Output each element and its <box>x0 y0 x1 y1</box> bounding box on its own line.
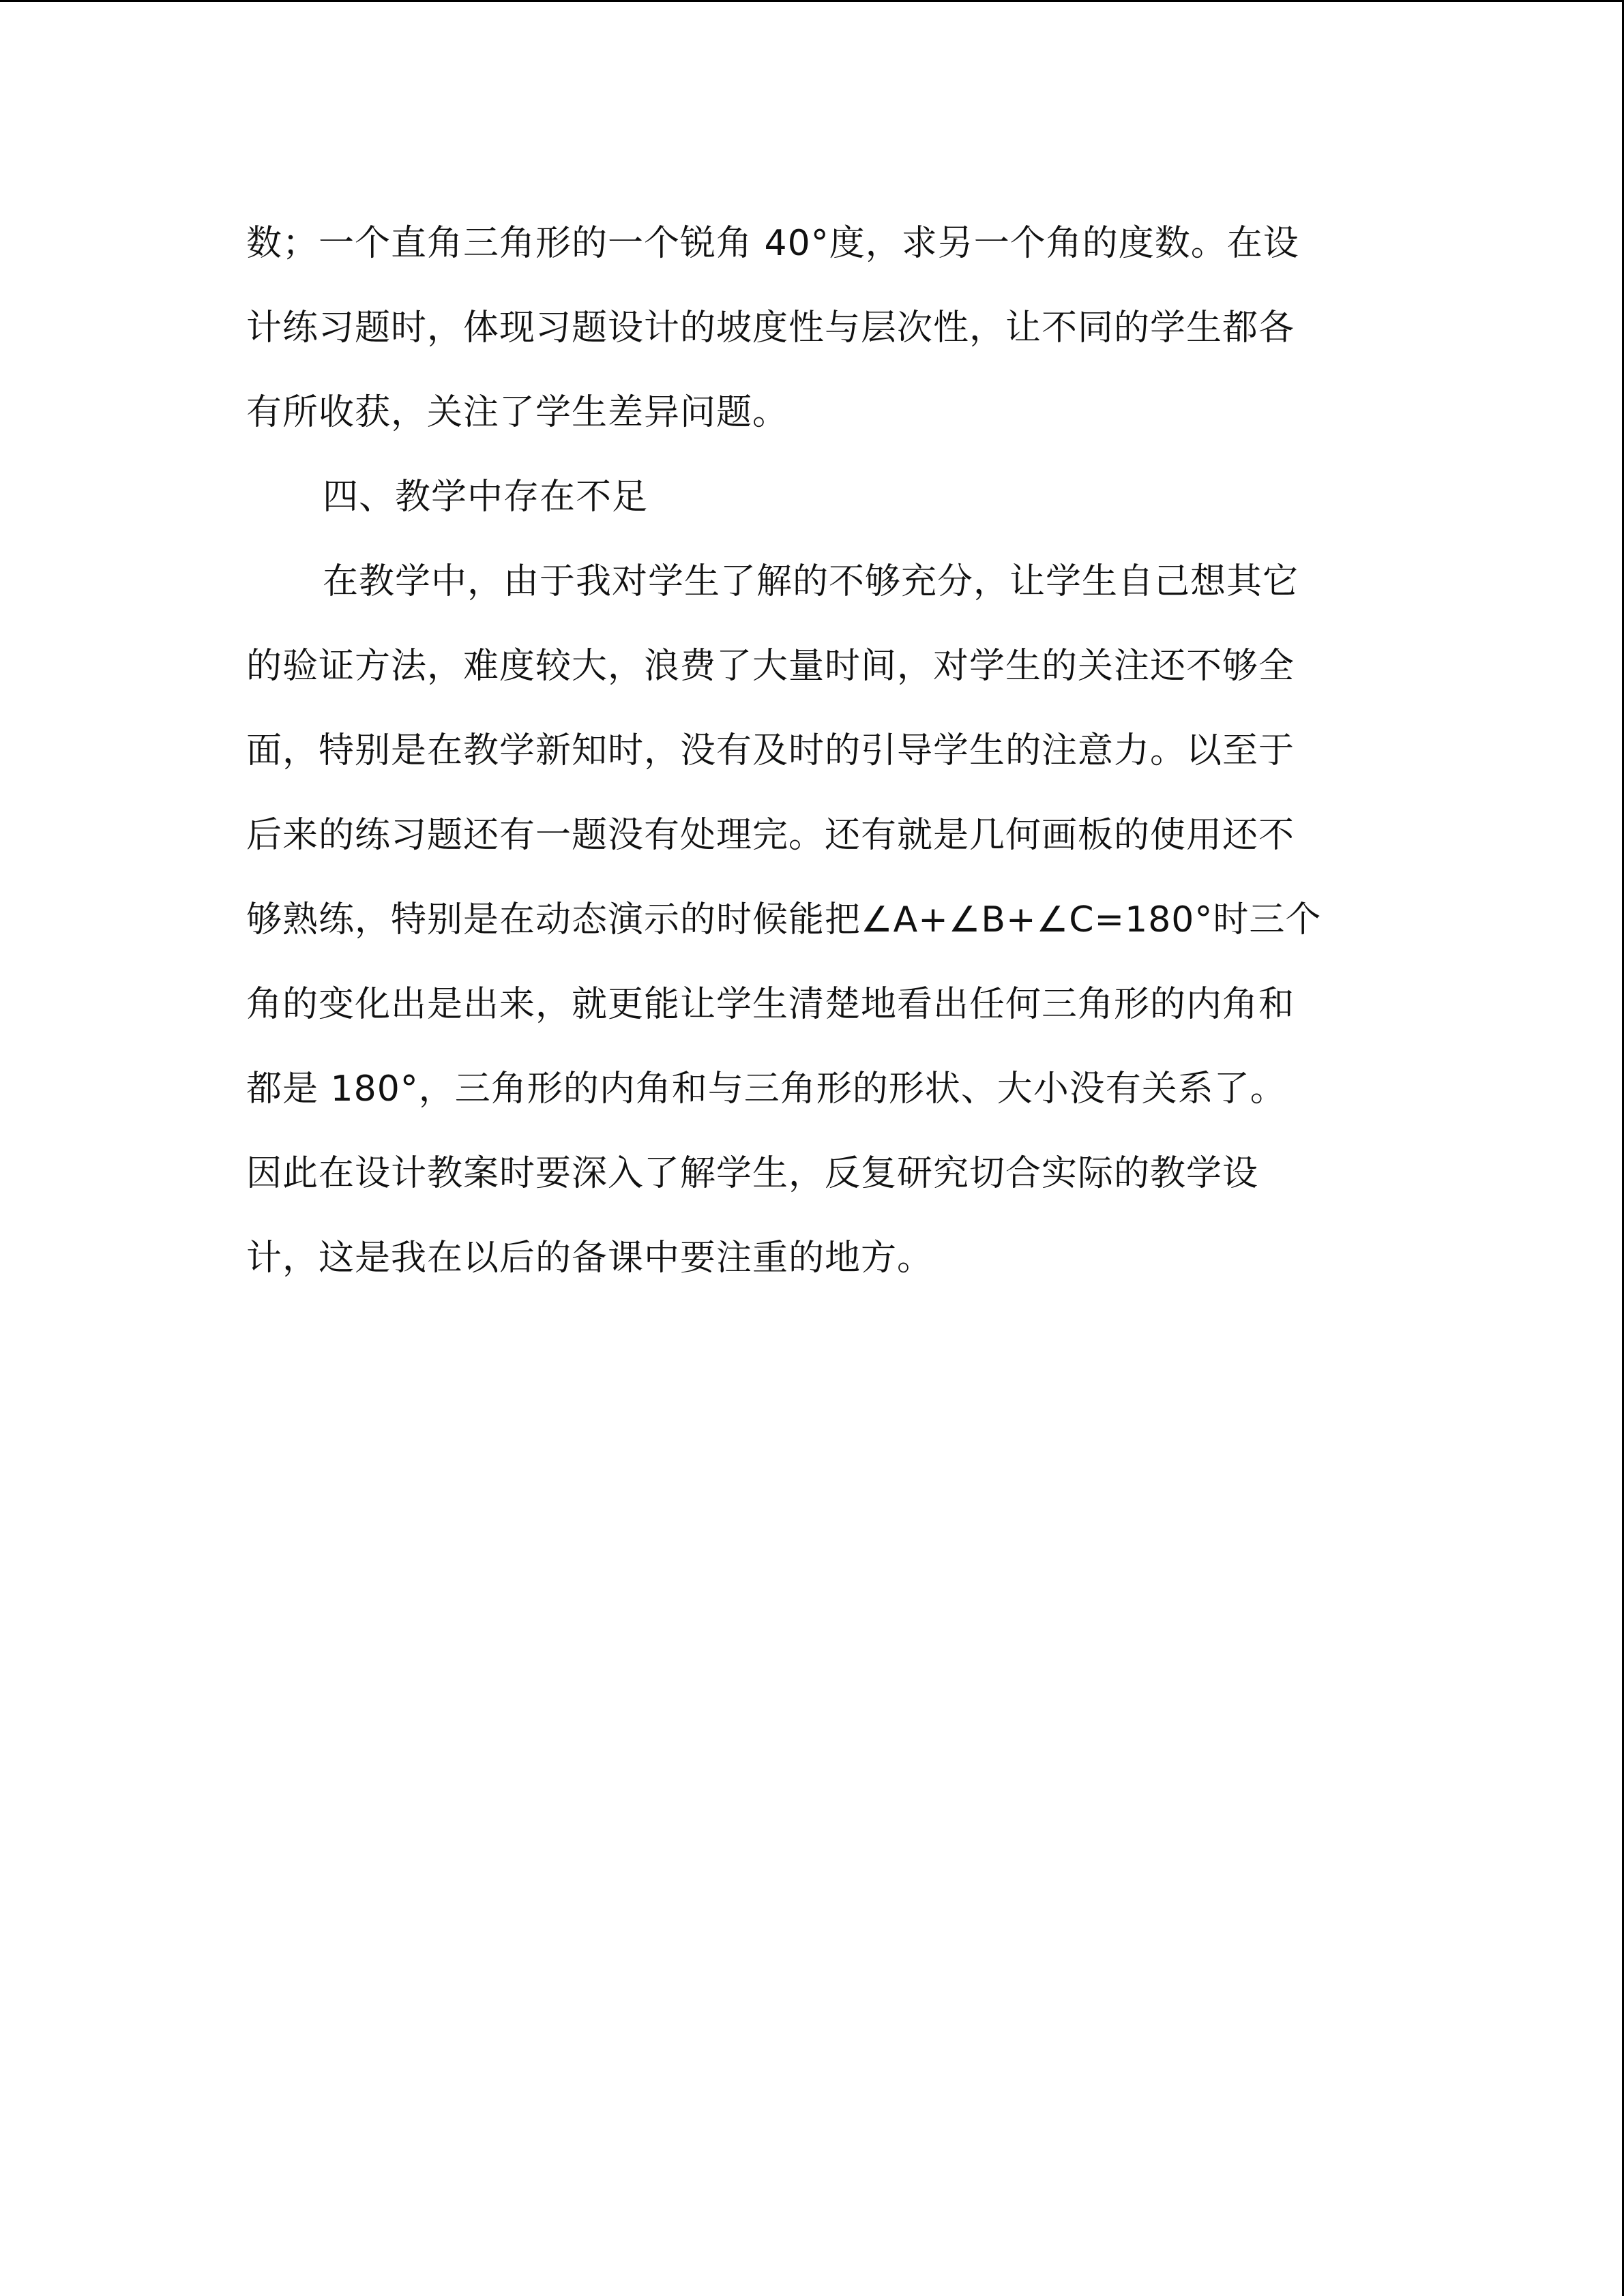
text-line: 计练习题时，体现习题设计的坡度性与层次性，让不同的学生都各 <box>246 308 1295 348</box>
text-line: 有所收获，关注了学生差异问题。 <box>246 392 789 433</box>
text-line: 的验证方法，难度较大，浪费了大量时间，对学生的关注还不够全 <box>246 646 1295 687</box>
text-line: 计，这是我在以后的备课中要注重的地方。 <box>246 1238 934 1279</box>
text-line: 数；一个直角三角形的一个锐角 40°度，求另一个角的度数。在设 <box>246 223 1299 264</box>
document-body <box>246 201 1378 1300</box>
text-line: 面，特别是在教学新知时，没有及时的引导学生的注意力。以至于 <box>246 730 1295 771</box>
text-line: 够熟练，特别是在动态演示的时候能把∠A+∠B+∠C=180°时三个 <box>246 899 1322 940</box>
text-line: 都是 180°，三角形的内角和与三角形的形状、大小没有关系了。 <box>246 1069 1286 1109</box>
text-line: 角的变化出是出来，就更能让学生清楚地看出任何三角形的内角和 <box>246 984 1295 1025</box>
text-line: 因此在设计教案时要深入了解学生，反复研究切合实际的教学设 <box>246 1153 1259 1194</box>
text-line: 后来的练习题还有一题没有处理完。还有就是几何画板的使用还不 <box>246 815 1295 856</box>
section-heading: 四、教学中存在不足 <box>323 477 649 518</box>
text-line: 在教学中，由于我对学生了解的不够充分，让学生自己想其它 <box>323 561 1299 602</box>
